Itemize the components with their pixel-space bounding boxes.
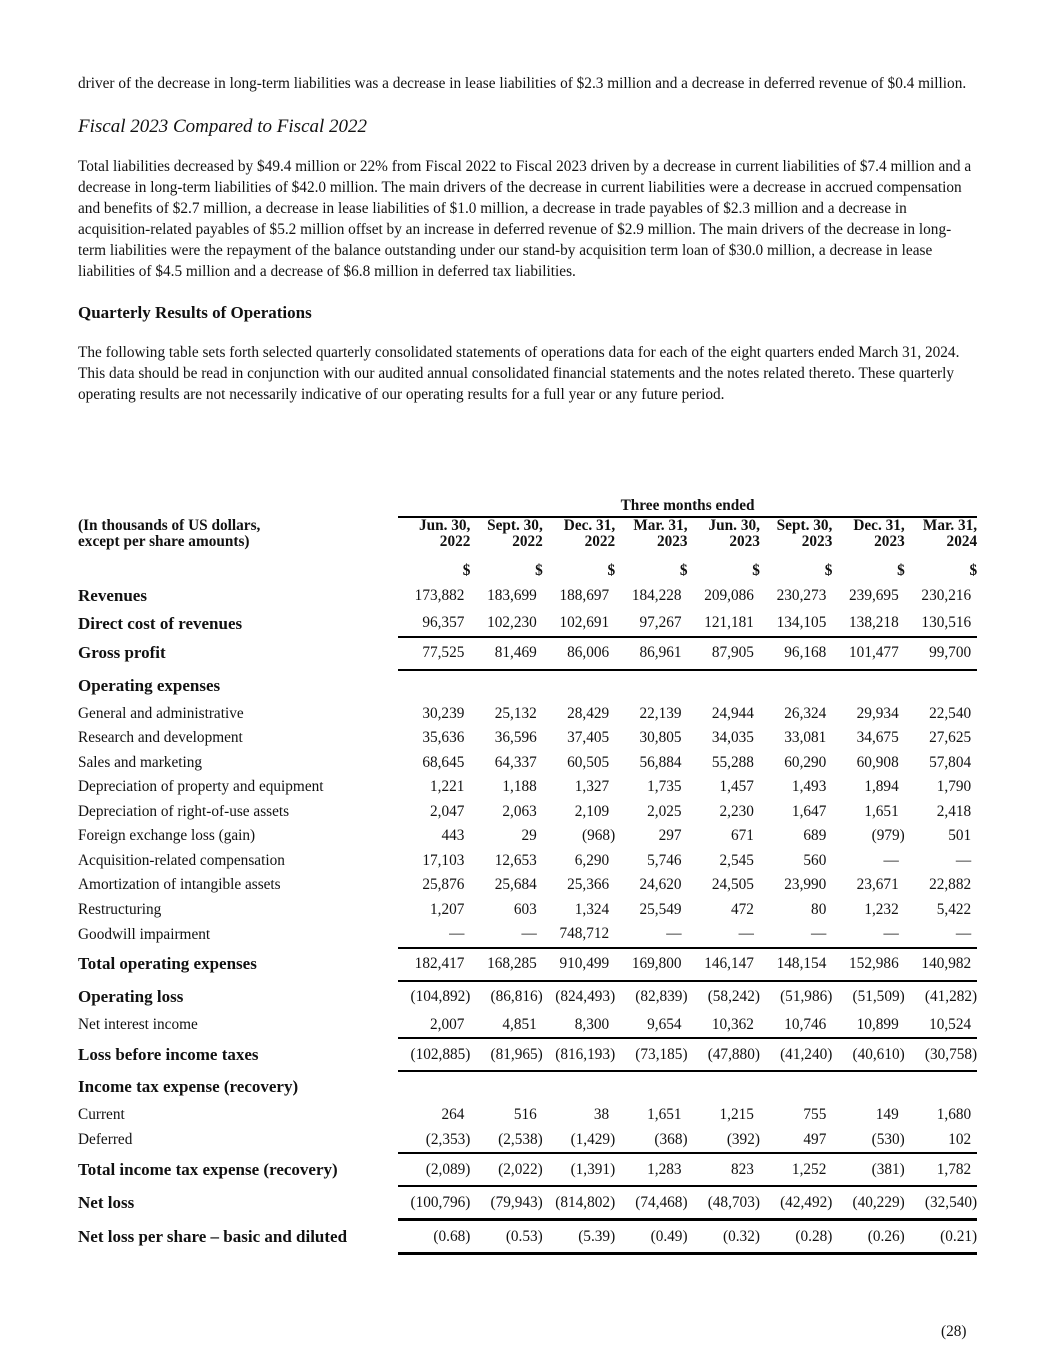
- cell-value: (74,468): [615, 1186, 687, 1220]
- cell-value: 130,516: [905, 611, 977, 637]
- cell-value: 23,990: [784, 876, 827, 894]
- row-label: Operating loss: [78, 986, 184, 1006]
- currency-symbol: $: [752, 562, 760, 579]
- cell-value: 1,782: [905, 1153, 977, 1186]
- cell-value: 10,899: [832, 1013, 904, 1039]
- row-label: Income tax expense (recovery): [78, 1077, 299, 1096]
- cell-value: 121,181: [688, 611, 760, 637]
- cell-value: 1,647: [791, 802, 827, 820]
- cell-value: 1,651: [647, 1106, 682, 1124]
- cell-value: [398, 1071, 470, 1103]
- table-body: [78, 580, 977, 1254]
- three-months-ended-header: Three months ended: [398, 496, 977, 517]
- cell-value: (100,796): [398, 1186, 470, 1220]
- cell-value: 603: [513, 900, 537, 918]
- row-label: Net loss per share – basic and diluted: [78, 1226, 348, 1246]
- cell-value: 10,746: [760, 1013, 832, 1039]
- cell-value: 2,545: [719, 851, 754, 869]
- table-row: [78, 1103, 977, 1128]
- cell-value: (73,185): [615, 1038, 687, 1071]
- cell-value: —: [883, 851, 899, 869]
- cell-value: 25,132: [494, 704, 537, 722]
- cell-value: (979): [871, 827, 905, 845]
- column-header: Sept. 30, 2023: [776, 517, 833, 550]
- cell-value: 1,680: [936, 1106, 972, 1124]
- row-label: Depreciation of property and equipment: [78, 778, 324, 796]
- cell-value: 25,549: [639, 900, 682, 918]
- cell-value: 10,524: [905, 1013, 977, 1039]
- cell-value: 188,697: [559, 586, 610, 604]
- cell-value: 149: [875, 1106, 899, 1124]
- cell-value: [470, 670, 542, 702]
- cell-value: —: [955, 851, 972, 869]
- currency-symbol: $: [897, 562, 905, 579]
- cell-value: 497: [760, 1128, 832, 1154]
- row-label: Acquisition-related compensation: [78, 851, 285, 869]
- cell-value: 34,035: [711, 729, 754, 747]
- cell-value: 80: [811, 900, 827, 918]
- cell-value: 823: [688, 1153, 760, 1186]
- cell-value: (530): [832, 1128, 904, 1154]
- cell-value: [832, 1071, 904, 1103]
- cell-value: 24,505: [711, 876, 754, 894]
- cell-value: 23,671: [856, 876, 899, 894]
- cell-value: 443: [441, 827, 465, 845]
- table-row: [78, 726, 977, 751]
- cell-value: (0.21): [905, 1220, 977, 1254]
- cell-value: 182,417: [398, 948, 470, 981]
- cell-value: 25,366: [567, 876, 610, 894]
- cell-value: 2,025: [647, 802, 682, 820]
- cell-value: 24,620: [639, 876, 682, 894]
- row-label: Depreciation of right-of-use assets: [78, 802, 290, 820]
- page-number: (28): [941, 1323, 967, 1340]
- cell-value: (0.53): [470, 1220, 542, 1254]
- cell-value: 37,405: [567, 729, 610, 747]
- table-row: [78, 981, 977, 1013]
- cell-value: 5,422: [936, 900, 972, 918]
- table-row: [78, 670, 977, 702]
- table-row: [78, 1128, 977, 1154]
- cell-value: [688, 1071, 760, 1103]
- cell-value: 87,905: [688, 637, 760, 670]
- fiscal-comparison-heading: Fiscal 2023 Compared to Fiscal 2022: [78, 116, 368, 137]
- cell-value: (392): [688, 1128, 760, 1154]
- cell-value: (824,493): [555, 988, 616, 1005]
- cell-value: 239,695: [849, 586, 899, 604]
- row-label: Gross profit: [78, 643, 166, 662]
- cell-value: [615, 670, 687, 702]
- cell-value: 230,216: [921, 586, 972, 604]
- cell-value: 516: [513, 1106, 537, 1124]
- column-header: Dec. 31, 2023: [853, 517, 905, 550]
- cell-value: 560: [803, 851, 827, 869]
- cell-value: 2,418: [936, 802, 972, 820]
- row-label: Foreign exchange loss (gain): [78, 827, 256, 845]
- cell-value: 755: [803, 1106, 827, 1124]
- cell-value: 35,636: [422, 729, 465, 747]
- cell-value: 6,290: [574, 851, 610, 869]
- cell-value: 1,207: [429, 900, 465, 918]
- row-label: Restructuring: [78, 900, 162, 918]
- cell-value: 25,684: [494, 876, 537, 894]
- column-header: Jun. 30, 2022: [418, 517, 471, 550]
- cell-value: 68,645: [422, 753, 465, 771]
- cell-value: (2,538): [470, 1128, 542, 1154]
- cell-value: (0.68): [398, 1220, 470, 1254]
- cell-value: 29: [521, 827, 537, 845]
- row-label: General and administrative: [78, 704, 244, 722]
- cell-value: 86,961: [615, 637, 687, 670]
- cell-value: 55,288: [711, 753, 754, 771]
- cell-value: 1,215: [719, 1106, 754, 1124]
- intro-paragraph: driver of the decrease in long-term liabilities was a decrease in lease liabilities of $2.3 million and a decrease in deferred revenue of $0.4 million.: [78, 75, 967, 92]
- cell-value: (51,986): [780, 988, 833, 1005]
- column-header: Sept. 30, 2022: [487, 517, 543, 550]
- cell-value: —: [760, 922, 832, 948]
- cell-value: 4,851: [470, 1013, 542, 1039]
- row-label: Total operating expenses: [78, 954, 257, 973]
- cell-value: (82,839): [635, 988, 688, 1005]
- cell-value: 97,267: [615, 611, 687, 637]
- row-label: Loss before income taxes: [78, 1044, 259, 1064]
- cell-value: 60,290: [784, 753, 827, 771]
- cell-value: 1,790: [936, 778, 972, 796]
- row-label: Amortization of intangible assets: [78, 876, 281, 894]
- cell-value: (48,703): [688, 1186, 760, 1220]
- cell-value: [760, 1071, 832, 1103]
- cell-value: (0.26): [832, 1220, 904, 1254]
- cell-value: 2,063: [502, 802, 537, 820]
- table-row: [78, 1071, 977, 1103]
- cell-value: [905, 1071, 977, 1103]
- cell-value: 169,800: [615, 948, 687, 981]
- cell-value: 184,228: [631, 586, 682, 604]
- cell-value: (381): [832, 1153, 904, 1186]
- cell-value: (58,242): [707, 988, 760, 1005]
- cell-value: 30,239: [422, 704, 465, 722]
- table-column-header-row: [78, 517, 977, 550]
- cell-value: 183,699: [487, 586, 537, 604]
- cell-value: 64,337: [494, 753, 537, 771]
- cell-value: (2,353): [398, 1128, 470, 1154]
- cell-value: (51,509): [852, 988, 905, 1005]
- cell-value: (1,429): [543, 1128, 615, 1154]
- table-row: [78, 922, 977, 948]
- cell-value: (42,492): [760, 1186, 832, 1220]
- row-label: Net loss: [78, 1192, 135, 1212]
- cell-value: (0.32): [688, 1220, 760, 1254]
- cell-value: 86,006: [543, 637, 615, 670]
- table-row: [78, 1153, 977, 1186]
- cell-value: —: [688, 922, 760, 948]
- cell-value: (41,240): [760, 1038, 832, 1071]
- cell-value: 168,285: [470, 948, 542, 981]
- row-label: Deferred: [78, 1131, 133, 1149]
- column-header: Jun. 30, 2023: [708, 517, 760, 550]
- cell-value: 671: [731, 827, 754, 845]
- row-label: Operating expenses: [78, 675, 221, 695]
- cell-value: (81,965): [470, 1038, 542, 1071]
- currency-symbol: $: [607, 562, 616, 579]
- cell-value: 22,540: [929, 704, 972, 722]
- cell-value: 38: [593, 1106, 610, 1124]
- cell-value: 134,105: [760, 611, 832, 637]
- cell-value: 1,894: [864, 778, 899, 796]
- cell-value: 1,735: [647, 778, 682, 796]
- cell-value: [688, 670, 760, 702]
- cell-value: 29,934: [856, 704, 899, 722]
- cell-value: (5.39): [543, 1220, 615, 1254]
- cell-value: 96,168: [760, 637, 832, 670]
- table-group-header-row: [78, 496, 977, 517]
- column-header: Mar. 31, 2023: [633, 517, 688, 550]
- cell-value: (79,943): [470, 1186, 542, 1220]
- table-row: [78, 751, 977, 776]
- cell-value: 28,429: [567, 704, 610, 722]
- cell-value: 101,477: [832, 637, 904, 670]
- column-header: Mar. 31, 2024: [922, 517, 978, 550]
- table-row: [78, 1013, 977, 1039]
- cell-value: 30,805: [639, 729, 682, 747]
- cell-value: 26,324: [784, 704, 827, 722]
- table-row: [78, 1220, 977, 1254]
- cell-value: (816,193): [543, 1038, 615, 1071]
- cell-value: 910,499: [543, 948, 615, 981]
- currency-symbol: $: [969, 562, 978, 579]
- cell-value: 1,651: [864, 802, 899, 820]
- cell-value: 1,221: [429, 778, 465, 796]
- table-row: [78, 1186, 977, 1220]
- currency-symbol: $: [824, 562, 833, 579]
- cell-value: 9,654: [615, 1013, 687, 1039]
- cell-value: 81,469: [470, 637, 542, 670]
- cell-value: [832, 670, 904, 702]
- cell-value: 34,675: [856, 729, 899, 747]
- cell-value: 2,047: [429, 802, 465, 820]
- cell-value: 8,300: [543, 1013, 615, 1039]
- table-row: [78, 1038, 977, 1071]
- currency-symbol: $: [679, 562, 688, 579]
- cell-value: 1,232: [864, 900, 899, 918]
- cell-value: [398, 670, 470, 702]
- cell-value: 148,154: [760, 948, 832, 981]
- cell-value: 22,139: [639, 704, 682, 722]
- row-label: Sales and marketing: [78, 753, 203, 771]
- cell-value: [905, 670, 977, 702]
- column-header: Dec. 31, 2022: [563, 517, 616, 550]
- cell-value: 1,457: [719, 778, 754, 796]
- cell-value: 1,327: [574, 778, 610, 796]
- cell-value: —: [905, 922, 977, 948]
- cell-value: (968): [582, 827, 616, 845]
- cell-value: (2,089): [398, 1153, 470, 1186]
- table-row: [78, 611, 977, 637]
- currency-symbol: $: [535, 562, 543, 579]
- cell-value: 33,081: [784, 729, 827, 747]
- cell-value: 209,086: [704, 586, 754, 604]
- cell-value: 2,007: [398, 1013, 470, 1039]
- fiscal-comparison-paragraph: Total liabilities decreased by $49.4 million or 22% from Fiscal 2022 to Fiscal 2023 driven by a decrease in current liabilities of $7.4 million and a decrease in long-term liabilities of $42.0 million. The main drivers of the decrease in current liabilities were a decrease in accrued compensation and benefits of $2.7 million, a decrease in lease liabilities of $1.0 million, a decrease in trade payables of $2.3 million and a decrease in acquisition-related payables of $5.2 million offset by an increase in deferred revenue of $2.9 million. The main drivers of the decrease in long-term liabilities were the repayment of the balance outstanding under our stand-by acquisition term loan of $30.0 million, a decrease in lease liabilities of $4.5 million and a decrease of $6.8 million in deferred tax liabilities.: [78, 158, 972, 280]
- cell-value: 77,525: [398, 637, 470, 670]
- row-label: Revenues: [78, 585, 147, 605]
- table-row: [78, 637, 977, 670]
- row-label: Net interest income: [78, 1016, 198, 1034]
- cell-value: (2,022): [470, 1153, 542, 1186]
- cell-value: 60,908: [856, 753, 899, 771]
- cell-value: (32,540): [905, 1186, 977, 1220]
- cell-value: 102: [905, 1128, 977, 1154]
- cell-value: 138,218: [832, 611, 904, 637]
- currency-row: [78, 550, 977, 580]
- cell-value: 1,188: [502, 778, 537, 796]
- cell-value: 57,804: [929, 753, 972, 771]
- cell-value: 22,882: [929, 876, 972, 894]
- cell-value: 102,691: [543, 611, 615, 637]
- table-row: [78, 580, 977, 611]
- row-label: Goodwill impairment: [78, 925, 211, 943]
- cell-value: 5,746: [647, 851, 682, 869]
- cell-value: 24,944: [711, 704, 754, 722]
- cell-value: [543, 670, 615, 702]
- table-row: [78, 948, 977, 981]
- cell-value: —: [615, 922, 687, 948]
- cell-value: 36,596: [494, 729, 537, 747]
- table-row: [78, 800, 977, 825]
- cell-value: 140,982: [905, 948, 977, 981]
- cell-value: 264: [441, 1106, 465, 1124]
- cell-value: 60,505: [567, 753, 610, 771]
- cell-value: 25,876: [422, 876, 465, 894]
- cell-value: 173,882: [414, 586, 465, 604]
- cell-value: 1,283: [615, 1153, 687, 1186]
- cell-value: (40,229): [832, 1186, 904, 1220]
- cell-value: 12,653: [494, 851, 537, 869]
- cell-value: 748,712: [543, 922, 615, 948]
- table-row: [78, 775, 977, 800]
- quarterly-results-table: [78, 496, 977, 1255]
- table-row: [78, 849, 977, 874]
- cell-value: 10,362: [688, 1013, 760, 1039]
- units-label: (In thousands of US dollars, except per share amounts): [78, 517, 261, 550]
- cell-value: [615, 1071, 687, 1103]
- cell-value: 146,147: [688, 948, 760, 981]
- cell-value: 297: [658, 827, 682, 845]
- cell-value: [543, 1071, 615, 1103]
- cell-value: 1,493: [791, 778, 827, 796]
- row-label: Direct cost of revenues: [78, 613, 243, 633]
- cell-value: 152,986: [832, 948, 904, 981]
- cell-value: 96,357: [398, 611, 470, 637]
- quarterly-results-heading: Quarterly Results of Operations: [78, 303, 312, 322]
- cell-value: [470, 1071, 542, 1103]
- cell-value: (47,880): [688, 1038, 760, 1071]
- cell-value: (368): [615, 1128, 687, 1154]
- cell-value: 689: [803, 827, 827, 845]
- cell-value: 102,230: [470, 611, 542, 637]
- cell-value: —: [470, 922, 542, 948]
- cell-value: (0.28): [760, 1220, 832, 1254]
- table-row: [78, 824, 977, 849]
- cell-value: 2,109: [574, 802, 610, 820]
- cell-value: (104,892): [410, 988, 471, 1005]
- row-label: Total income tax expense (recovery): [78, 1159, 338, 1179]
- row-label: Current: [78, 1106, 125, 1124]
- quarterly-results-paragraph: The following table sets forth selected quarterly consolidated statements of operations data for each of the eight quarters ended March 31, 2024. This data should be read in conjunction with our audited annual consolidated financial statements and the notes related thereto. These quarterly operating results are not necessarily indicative of our operating results for a full year or any future period.: [78, 344, 960, 403]
- cell-value: 472: [731, 900, 754, 918]
- cell-value: —: [832, 922, 904, 948]
- cell-value: (41,282): [924, 988, 978, 1005]
- cell-value: (814,802): [543, 1186, 615, 1220]
- cell-value: (40,610): [832, 1038, 904, 1071]
- cell-value: 2,230: [719, 802, 754, 820]
- cell-value: (86,816): [490, 988, 543, 1005]
- cell-value: (0.49): [615, 1220, 687, 1254]
- cell-value: (30,758): [905, 1038, 977, 1071]
- cell-value: 501: [948, 827, 972, 845]
- cell-value: 17,103: [422, 851, 465, 869]
- cell-value: 99,700: [905, 637, 977, 670]
- cell-value: [760, 670, 832, 702]
- table-row: [78, 702, 977, 727]
- cell-value: 27,625: [929, 729, 972, 747]
- cell-value: 1,324: [574, 900, 610, 918]
- cell-value: 1,252: [760, 1153, 832, 1186]
- cell-value: 56,884: [639, 753, 682, 771]
- table-row: [78, 898, 977, 923]
- cell-value: —: [398, 922, 470, 948]
- document-body: [78, 73, 978, 405]
- cell-value: (1,391): [543, 1153, 615, 1186]
- row-label: Research and development: [78, 729, 243, 747]
- cell-value: (102,885): [398, 1038, 470, 1071]
- currency-symbol: $: [462, 562, 471, 579]
- table-row: [78, 873, 977, 898]
- cell-value: 230,273: [776, 586, 827, 604]
